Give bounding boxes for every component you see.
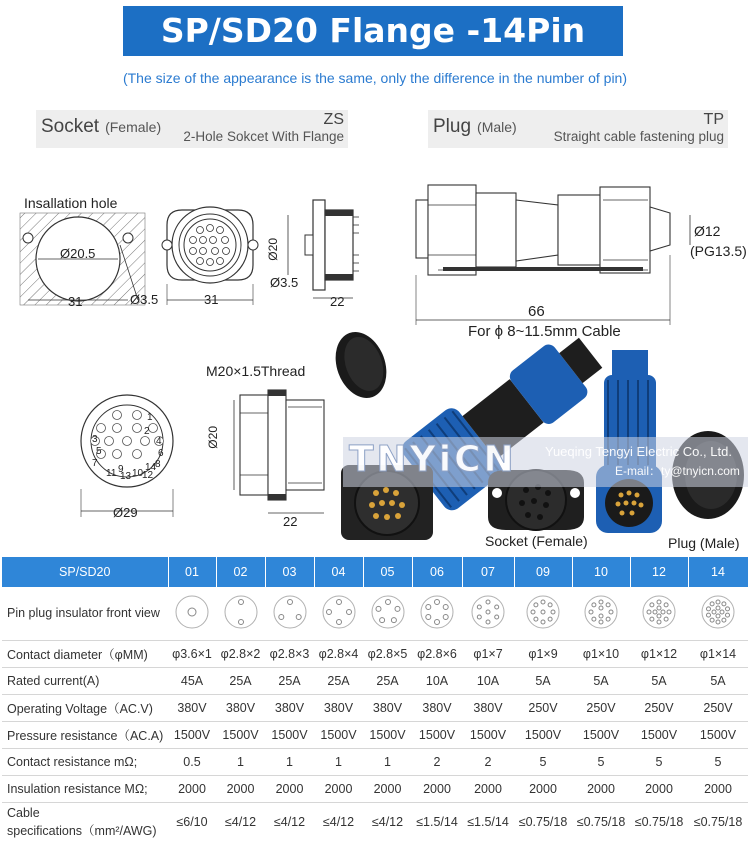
pin-layout-icon <box>470 594 506 630</box>
table-cell: φ1×12 <box>630 640 688 667</box>
thread-label: M20×1.5Thread <box>206 363 306 379</box>
table-cell: 2 <box>412 748 462 775</box>
table-cell: 380V <box>216 694 265 721</box>
table-header-pin-count: 14 <box>688 557 748 587</box>
table-header-pin-count: 09 <box>514 557 572 587</box>
pin-layout-cell <box>688 587 748 640</box>
row-label-line: specifications（mm²/AWG) <box>7 824 157 839</box>
table-cell: 2 <box>462 748 514 775</box>
spec-table <box>2 557 749 842</box>
table-cell: ≤4/12 <box>224 815 257 830</box>
table-cell: ≤0.75/18 <box>518 815 568 830</box>
table-cell: 380V <box>363 694 412 721</box>
table-cell: 5A <box>572 667 630 694</box>
table-cell: ≤0.75/18 <box>634 815 684 830</box>
cable-range: For ϕ 8~11.5mm Cable <box>468 323 621 340</box>
table-cell: 1 <box>265 748 314 775</box>
dim-22-b: 22 <box>283 514 298 529</box>
table-cell: 380V <box>265 694 314 721</box>
table-cell: 1500V <box>514 721 572 748</box>
table-cell: ≤1.5/14 <box>416 815 458 830</box>
pin-layout-cell <box>314 587 363 640</box>
pin-hole <box>141 437 150 446</box>
table-row <box>2 748 748 775</box>
table-cell: 25A <box>363 667 412 694</box>
pin-layout-icon <box>583 594 619 630</box>
table-header-pin-count: 05 <box>363 557 412 587</box>
table-cell: ≤4/12 <box>322 815 355 830</box>
watermark <box>343 437 748 487</box>
pin-layout-icon <box>174 594 210 630</box>
table-header-model: SP/SD20 <box>2 557 168 587</box>
pin-number-label: 6 <box>158 448 164 459</box>
pin-hole <box>123 437 132 446</box>
dim-d29: Ø29 <box>113 505 138 520</box>
table-cell: 1500V <box>462 721 514 748</box>
socket-desc: 2-Hole Sokcet With Flange <box>183 129 344 144</box>
pin-number-label: 3 <box>92 434 98 445</box>
pin-layout-cell <box>514 587 572 640</box>
table-cell: 250V <box>572 694 630 721</box>
pin-hole <box>97 424 106 433</box>
table-cell: 2000 <box>363 775 412 802</box>
table-cell: 25A <box>314 667 363 694</box>
plug-side-drawing <box>408 175 698 330</box>
pin-layout-cell <box>630 587 688 640</box>
table-header-pin-count: 02 <box>216 557 265 587</box>
table-cell: 380V <box>462 694 514 721</box>
table-cell: 1500V <box>216 721 265 748</box>
table-cell: 1500V <box>363 721 412 748</box>
table-cell: φ2.8×5 <box>363 640 412 667</box>
page-subtitle: (The size of the appearance is the same, only the difference in the number of pin) <box>122 70 628 86</box>
dim-d3-5-b: Ø3.5 <box>270 275 299 290</box>
table-header-pin-count: 07 <box>462 557 514 587</box>
pin-hole <box>133 450 142 459</box>
table-cell: ≤4/12 <box>371 815 404 830</box>
table-cell: 1500V <box>412 721 462 748</box>
table-cell: φ2.8×4 <box>314 640 363 667</box>
row-label: Rated current(A) <box>2 667 168 694</box>
table-cell: 2000 <box>412 775 462 802</box>
table-cell: ≤4/12 <box>273 815 306 830</box>
watermark-company: Yueqing Tengyi Electric Co., Ltd. <box>545 444 732 459</box>
table-row <box>2 802 748 842</box>
table-cell: 380V <box>412 694 462 721</box>
table-cell: φ3.6×1 <box>168 640 216 667</box>
plug-label-box <box>428 110 728 148</box>
pin-number-label: 14 <box>145 462 157 473</box>
table-cell: ≤1.5/14 <box>467 815 509 830</box>
table-cell: φ1×7 <box>462 640 514 667</box>
table-cell: 25A <box>216 667 265 694</box>
pin-number-label: 2 <box>144 426 150 437</box>
table-cell: 1 <box>363 748 412 775</box>
table-cell: 1500V <box>688 721 748 748</box>
table-header-pin-count: 04 <box>314 557 363 587</box>
plug-desc: Straight cable fastening plug <box>553 129 724 144</box>
table-cell: 2000 <box>514 775 572 802</box>
photo-label-plug: Plug (Male) <box>668 535 740 551</box>
table-cell: 1500V <box>314 721 363 748</box>
table-cell: 250V <box>688 694 748 721</box>
row-label <box>2 802 168 842</box>
table-header-pin-count: 10 <box>572 557 630 587</box>
pin-number-label: 11 <box>106 468 117 479</box>
table-cell: 250V <box>630 694 688 721</box>
table-cell: 5 <box>572 748 630 775</box>
table-cell: ≤0.75/18 <box>693 815 743 830</box>
row-label: Pin plug insulator front view <box>2 587 168 640</box>
row-label: Pressure resistance（AC.A) <box>2 721 168 748</box>
pin-number-label: 12 <box>142 470 154 481</box>
table-cell: 2000 <box>168 775 216 802</box>
table-row <box>2 640 748 667</box>
plug-title: Plug (Male) <box>433 116 517 137</box>
pin-number-label: 8 <box>155 459 161 470</box>
table-cell: φ2.8×3 <box>265 640 314 667</box>
table-cell: 1500V <box>630 721 688 748</box>
plug-title-paren: (Male) <box>477 119 517 135</box>
pin-layout-cell <box>216 587 265 640</box>
pin-layout-cell <box>168 587 216 640</box>
pin-number-label: 10 <box>132 468 144 479</box>
dim-d3-5-a: Ø3.5 <box>130 292 159 307</box>
table-row <box>2 694 748 721</box>
row-label: Contact diameter（φMM) <box>2 640 168 667</box>
pin-layout-cell <box>363 587 412 640</box>
table-header-pin-count: 01 <box>168 557 216 587</box>
table-cell: 10A <box>462 667 514 694</box>
table-cell: 5 <box>514 748 572 775</box>
table-cell: 2000 <box>265 775 314 802</box>
table-cell: 380V <box>168 694 216 721</box>
pin-hole <box>113 424 122 433</box>
pin-layout-icon <box>525 594 561 630</box>
table-cell: 5A <box>514 667 572 694</box>
dim-d20-5: Ø20.5 <box>60 246 96 261</box>
dim-d20-side: Ø20 <box>266 238 280 261</box>
table-row <box>2 587 748 640</box>
table-header-row <box>2 557 748 587</box>
pin-hole <box>133 411 142 420</box>
pin-layout-icon <box>272 594 308 630</box>
table-row <box>2 721 748 748</box>
table-cell: 2000 <box>216 775 265 802</box>
dim-pg: (PG13.5) <box>690 243 747 259</box>
pin-number-label: 5 <box>96 446 102 457</box>
pin-layout-cell <box>412 587 462 640</box>
table-header-pin-count: 06 <box>412 557 462 587</box>
pin-layout-cell <box>462 587 514 640</box>
dim-66: 66 <box>528 303 545 320</box>
dim-31-a: 31 <box>68 294 83 309</box>
table-cell: 5 <box>630 748 688 775</box>
row-label: Contact resistance mΩ; <box>2 748 168 775</box>
pin-face-drawing <box>65 393 190 523</box>
socket-title: Socket (Female) <box>41 116 162 137</box>
pin-layout-icon <box>700 594 736 630</box>
dim-d12: Ø12 <box>694 223 721 239</box>
pin-hole <box>113 450 122 459</box>
table-header-pin-count: 03 <box>265 557 314 587</box>
pin-layout-icon <box>419 594 455 630</box>
row-label-line: Cable <box>7 806 40 821</box>
table-cell: 2000 <box>314 775 363 802</box>
watermark-logo: TNYiCN <box>349 439 517 480</box>
watermark-email: E-mail：ty@tnyicn.com <box>615 464 740 478</box>
table-cell: ≤0.75/18 <box>576 815 626 830</box>
pin-layout-icon <box>321 594 357 630</box>
table-header-pin-count: 12 <box>630 557 688 587</box>
table-row <box>2 667 748 694</box>
row-label: Insulation resistance MΩ; <box>2 775 168 802</box>
table-cell: 1500V <box>572 721 630 748</box>
table-cell: 45A <box>168 667 216 694</box>
table-cell: 1 <box>314 748 363 775</box>
page-title: SP/SD20 Flange -14Pin <box>123 6 623 56</box>
table-cell: 1500V <box>265 721 314 748</box>
pin-number-label: 9 <box>118 464 124 475</box>
table-cell: 10A <box>412 667 462 694</box>
row-label: Operating Voltage（AC.V) <box>2 694 168 721</box>
pin-number-label: 13 <box>120 471 132 482</box>
pin-layout-cell <box>572 587 630 640</box>
table-cell: ≤6/10 <box>176 815 208 830</box>
table-cell: 2000 <box>688 775 748 802</box>
table-cell: 5A <box>630 667 688 694</box>
socket-title-paren: (Female) <box>105 119 162 135</box>
table-cell: φ2.8×6 <box>412 640 462 667</box>
table-cell: 5 <box>688 748 748 775</box>
table-cell: 2000 <box>462 775 514 802</box>
pin-layout-icon <box>641 594 677 630</box>
table-cell: φ1×10 <box>572 640 630 667</box>
socket-label-box <box>36 110 348 148</box>
table-cell: 1500V <box>168 721 216 748</box>
table-cell: 1 <box>216 748 265 775</box>
pin-layout-icon <box>223 594 259 630</box>
pin-layout-cell <box>265 587 314 640</box>
photo-label-socket: Socket (Female) <box>485 533 588 549</box>
pin-number-label: 7 <box>92 458 98 469</box>
pin-hole <box>105 437 114 446</box>
install-hole-label: Insallation hole <box>24 195 118 211</box>
socket-side-drawing <box>285 195 380 310</box>
dim-31-b: 31 <box>204 292 219 307</box>
pin-hole <box>113 411 122 420</box>
plug-code: TP <box>703 111 724 128</box>
table-cell: 2000 <box>572 775 630 802</box>
pin-number-label: 1 <box>147 412 153 423</box>
table-cell: 5A <box>688 667 748 694</box>
table-cell: 250V <box>514 694 572 721</box>
pin-layout-icon <box>370 594 406 630</box>
table-row <box>2 775 748 802</box>
table-cell: 0.5 <box>168 748 216 775</box>
pin-number-label: 4 <box>156 436 162 447</box>
table-cell: φ1×9 <box>514 640 572 667</box>
dim-22-a: 22 <box>330 294 345 309</box>
dim-d20-b: Ø20 <box>206 426 220 449</box>
table-cell: φ2.8×2 <box>216 640 265 667</box>
table-cell: φ1×14 <box>688 640 748 667</box>
table-cell: 2000 <box>630 775 688 802</box>
pin-hole <box>133 424 142 433</box>
socket-code: ZS <box>323 111 344 128</box>
table-cell: 25A <box>265 667 314 694</box>
table-cell: 380V <box>314 694 363 721</box>
